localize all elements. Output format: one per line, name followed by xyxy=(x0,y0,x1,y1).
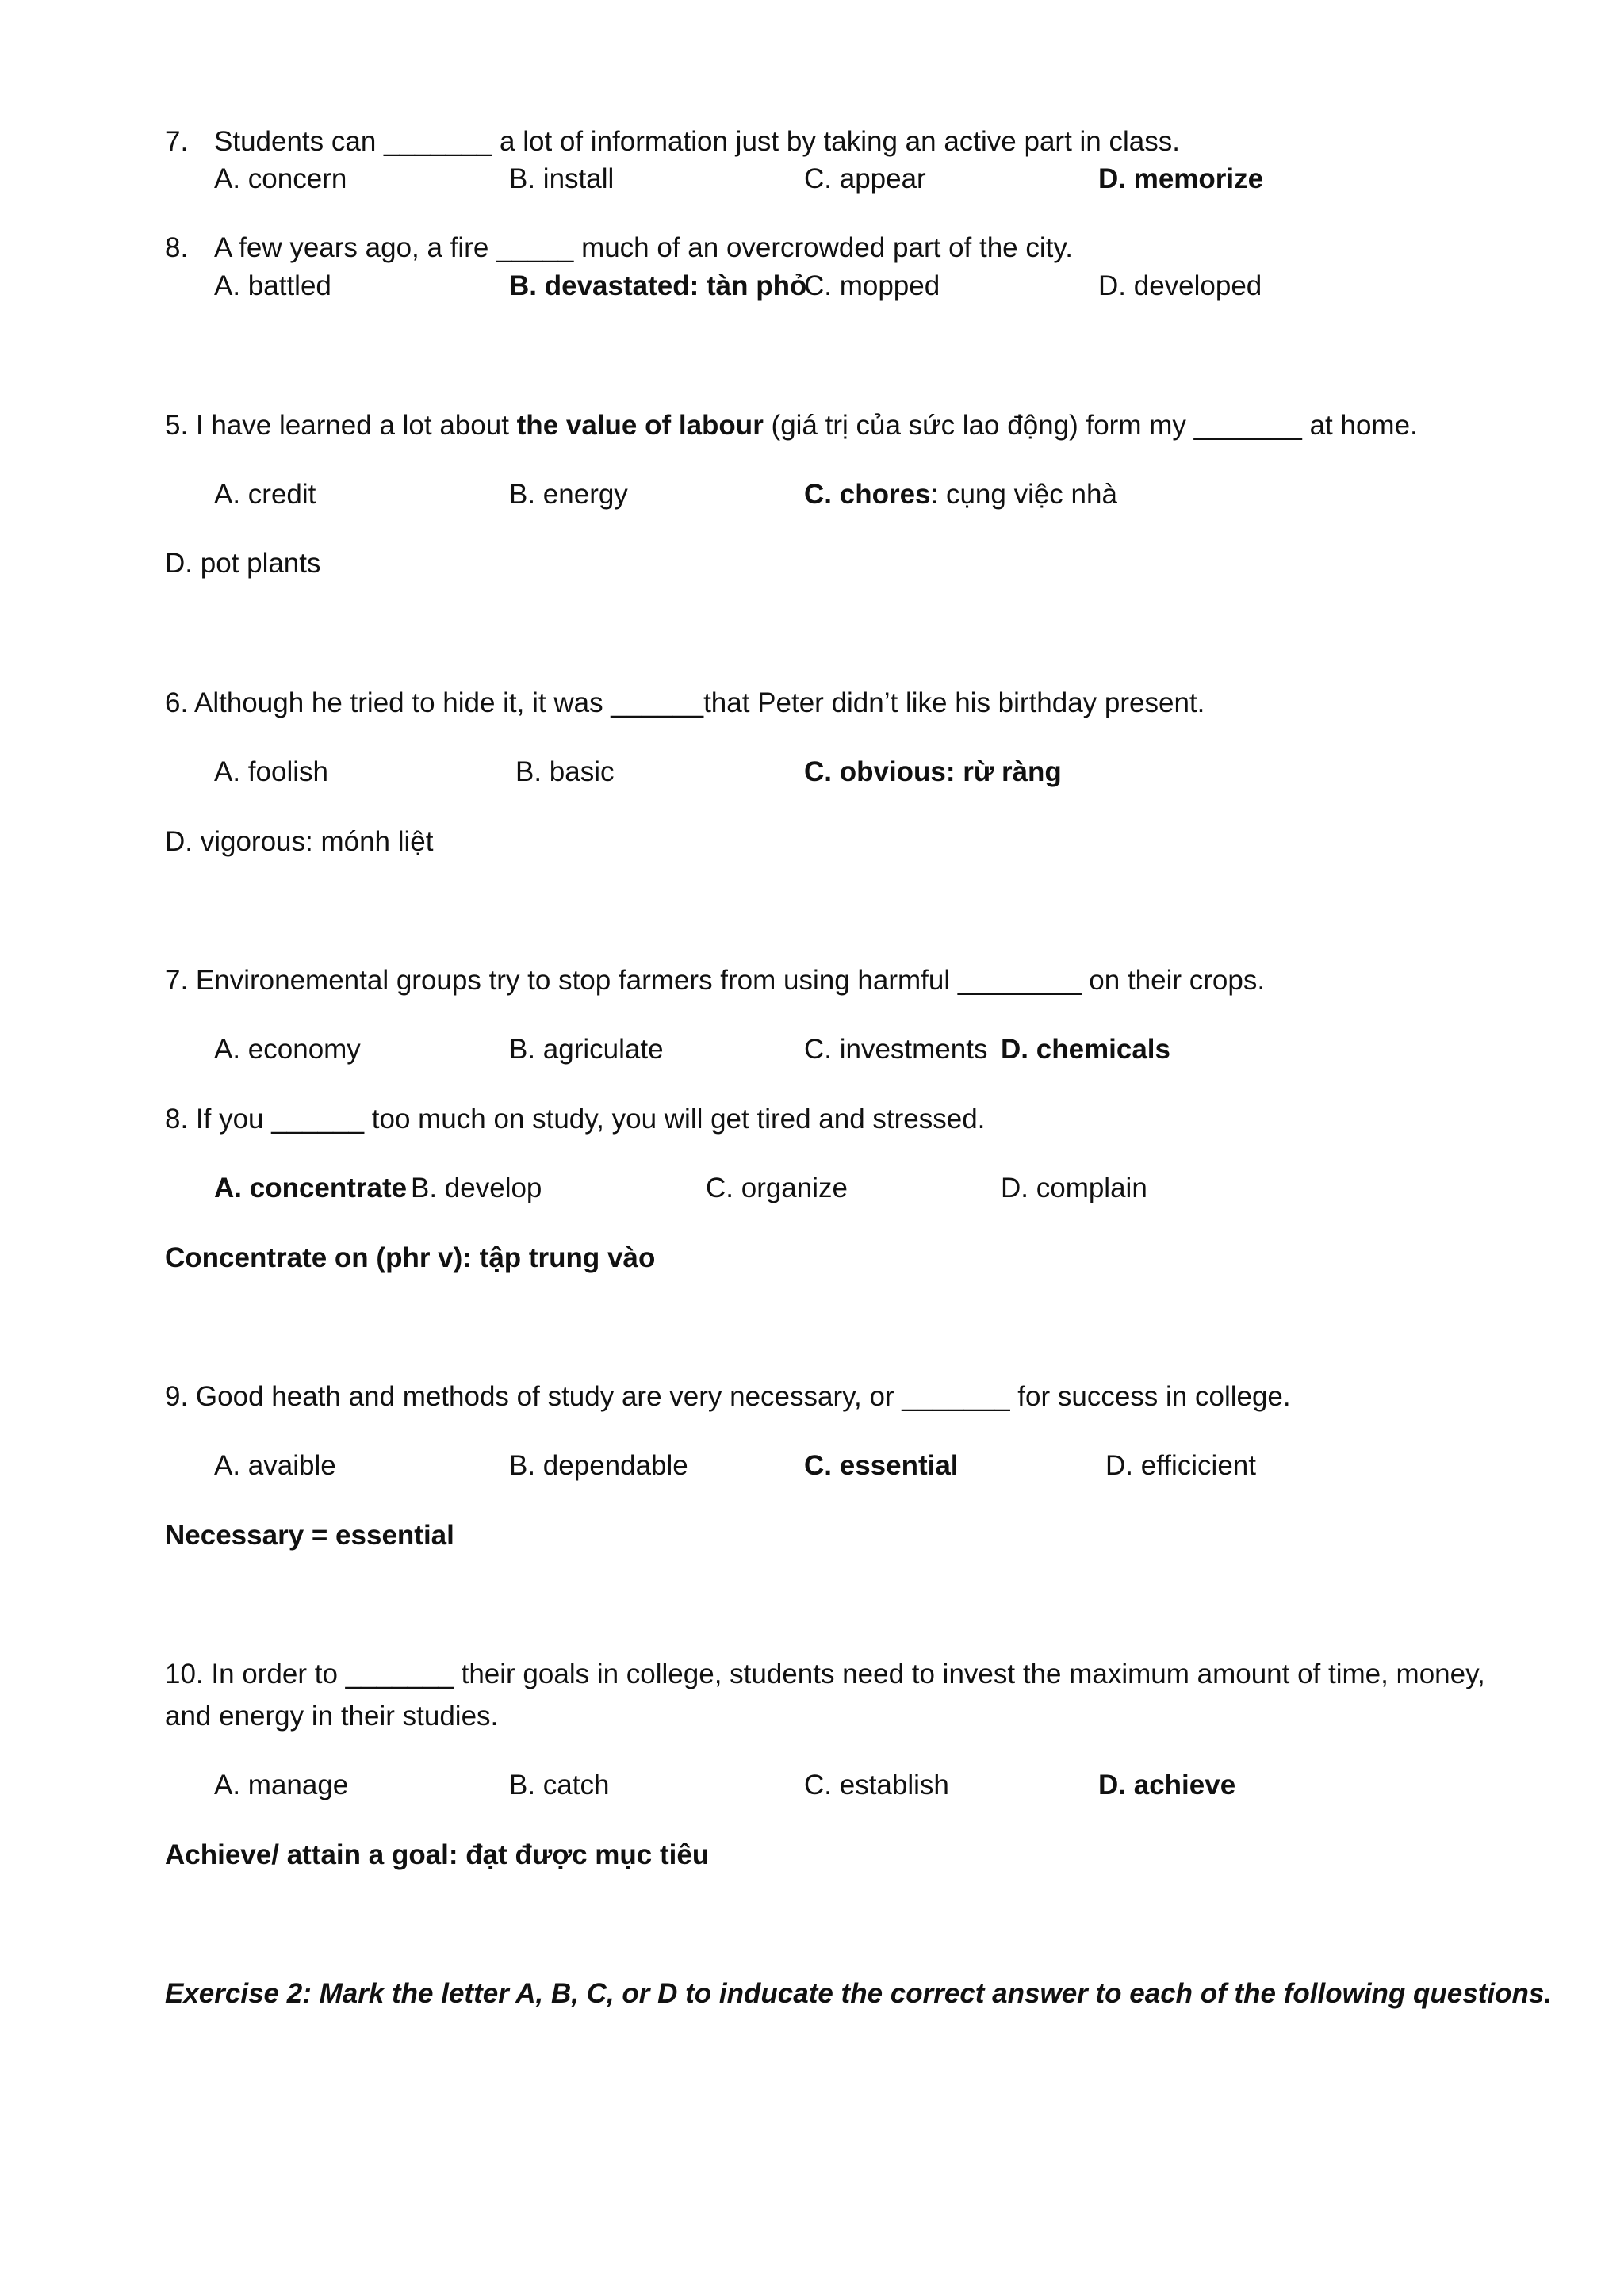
option-a: A. manage xyxy=(214,1770,349,1800)
option-a: A. credit xyxy=(214,479,316,510)
question-5-text xyxy=(165,408,1418,443)
option-a: A. foolish xyxy=(214,756,328,787)
option-b: B. dependable xyxy=(509,1450,688,1481)
vocab-note: Concentrate on (phr v): tập trung vào xyxy=(165,1242,656,1273)
option-a: A. economy xyxy=(214,1034,361,1065)
question-10-text-line1: 10. In order to _______ their goals in college, students need to invest the maximum amount of time, money, xyxy=(165,1659,1485,1689)
question-10-text-line2: and energy in their studies. xyxy=(165,1701,499,1732)
option-c-translation: : cụng việc nhà xyxy=(930,479,1117,510)
option-d: D. efficicient xyxy=(1105,1450,1256,1481)
option-c: C. appear xyxy=(804,163,926,194)
option-b: B. develop xyxy=(411,1173,542,1203)
option-b: B. basic xyxy=(515,756,615,787)
option-a: A. avaible xyxy=(214,1450,336,1481)
question-8b-text: 8. If you ______ too much on study, you will get tired and stressed. xyxy=(165,1104,986,1135)
question-5-text-post: (giá trị của sức lao động) form my _______ at home. xyxy=(763,410,1418,441)
question-7a-number: 7. xyxy=(165,126,189,157)
option-d-answer: D. achieve xyxy=(1098,1770,1236,1800)
option-c: C. establish xyxy=(804,1770,949,1800)
option-c-answer xyxy=(804,477,1117,512)
option-c-label: C. chores xyxy=(804,479,931,510)
option-b: B. catch xyxy=(509,1770,610,1800)
question-7b-text: 7. Environemental groups try to stop farmers from using harmful ________ on their crops. xyxy=(165,965,1266,996)
question-8a-text: A few years ago, a fire _____ much of an overcrowded part of the city. xyxy=(214,232,1074,263)
option-d-answer: D. chemicals xyxy=(1001,1034,1170,1065)
question-7a-text: Students can _______ a lot of information just by taking an active part in class. xyxy=(214,126,1180,157)
exercise-2-heading: Exercise 2: Mark the letter A, B, C, or D to inducate the correct answer to each of the following questions. xyxy=(165,1978,1553,2009)
option-b-answer: B. devastated: tàn phỏ xyxy=(509,270,807,301)
option-c-answer: C. obvious: rừ ràng xyxy=(804,756,1062,787)
option-c: C. mopped xyxy=(804,270,940,301)
option-a: A. concern xyxy=(214,163,347,194)
vocab-note: Achieve/ attain a goal: đạt được mục tiêu xyxy=(165,1839,710,1870)
option-a: A. battled xyxy=(214,270,331,301)
option-d: D. complain xyxy=(1001,1173,1147,1203)
question-5-bold-phrase: the value of labour xyxy=(516,410,764,441)
question-5-text-pre: 5. I have learned a lot about xyxy=(165,410,517,441)
option-c: C. investments xyxy=(804,1034,988,1065)
question-6-text: 6. Although he tried to hide it, it was ______that Peter didn’t like his birthday present. xyxy=(165,687,1205,718)
question-9-text: 9. Good heath and methods of study are very necessary, or _______ for success in college. xyxy=(165,1381,1291,1412)
option-c: C. organize xyxy=(706,1173,848,1203)
option-d-answer: D. memorize xyxy=(1098,163,1264,194)
option-b: B. agriculate xyxy=(509,1034,664,1065)
option-c-answer: C. essential xyxy=(804,1450,959,1481)
question-8a-number: 8. xyxy=(165,232,189,263)
option-b: B. install xyxy=(509,163,615,194)
option-b: B. energy xyxy=(509,479,628,510)
option-d: D. pot plants xyxy=(165,548,321,579)
option-d: D. developed xyxy=(1098,270,1262,301)
option-d: D. vigorous: mónh liệt xyxy=(165,826,434,857)
option-a-answer: A. concentrate xyxy=(214,1173,408,1203)
vocab-note: Necessary = essential xyxy=(165,1520,454,1551)
